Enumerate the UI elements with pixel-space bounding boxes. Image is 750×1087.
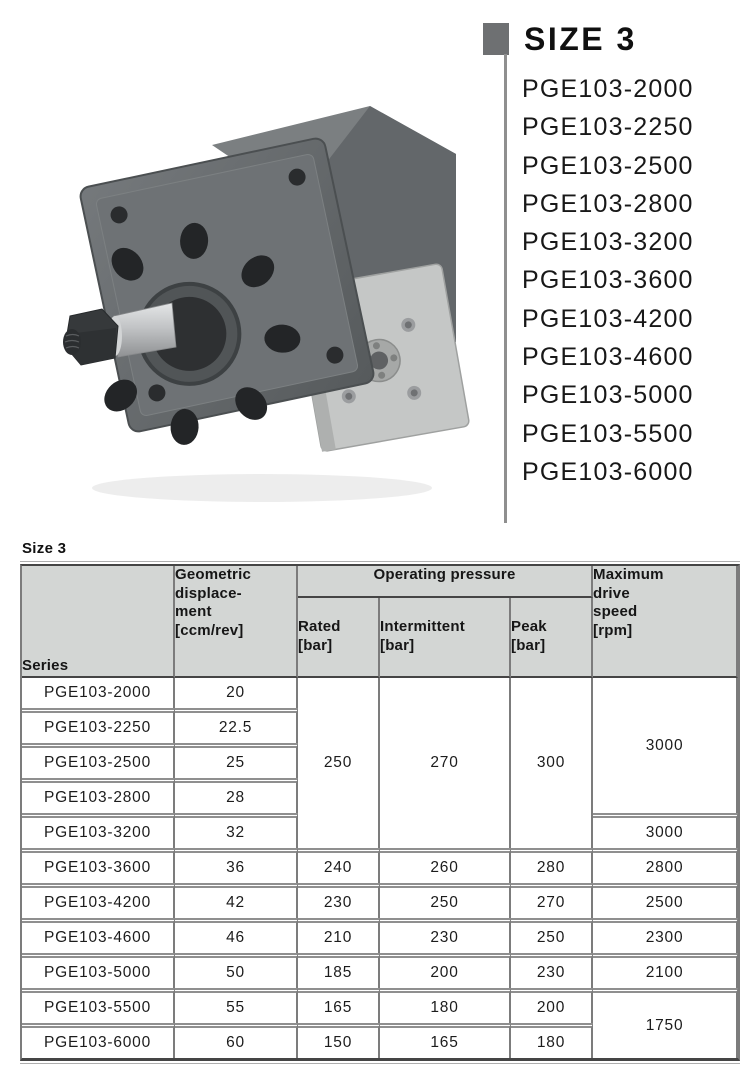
series-cell: PGE103-4600 [22, 918, 175, 953]
intermittent-cell: 200 [380, 953, 511, 988]
model-item: PGE103-2800 [522, 189, 694, 218]
rated-cell: 210 [298, 918, 380, 953]
col-header-peak: Peak [bar] [511, 598, 593, 678]
model-item: PGE103-2500 [522, 151, 694, 180]
table-header [22, 566, 738, 678]
gear-pump-illustration [52, 90, 472, 510]
series-cell: PGE103-5000 [22, 953, 175, 988]
displacement-cell: 55 [175, 988, 298, 1023]
vertical-rule [504, 54, 507, 523]
series-cell: PGE103-2250 [22, 708, 175, 743]
product-photo-gear-pump [52, 90, 472, 510]
intermittent-cell-merged: 270 [380, 678, 511, 848]
displacement-cell: 20 [175, 678, 298, 708]
table-row [22, 848, 738, 883]
peak-cell: 280 [511, 848, 593, 883]
model-item: PGE103-2000 [522, 75, 694, 103]
table-row [22, 953, 738, 988]
series-cell: PGE103-5500 [22, 988, 175, 1023]
series-cell: PGE103-2000 [22, 678, 175, 708]
size-title: SIZE 3 [524, 21, 637, 57]
spec-table-frame [20, 561, 740, 1064]
displacement-cell: 36 [175, 848, 298, 883]
model-item: PGE103-3200 [522, 228, 694, 257]
table-row [22, 988, 738, 1023]
col-header-operating-pressure: Operating pressure [298, 566, 593, 598]
displacement-cell: 32 [175, 813, 298, 848]
intermittent-cell: 180 [380, 988, 511, 1023]
series-cell: PGE103-2500 [22, 743, 175, 778]
speed-cell: 2500 [593, 883, 738, 918]
model-item: PGE103-3600 [522, 266, 694, 295]
col-header-series: Series [22, 566, 175, 678]
rated-cell: 165 [298, 988, 380, 1023]
displacement-cell: 50 [175, 953, 298, 988]
displacement-cell: 28 [175, 778, 298, 813]
table-body [22, 678, 738, 1058]
model-item: PGE103-4200 [522, 304, 694, 333]
series-cell: PGE103-6000 [22, 1023, 175, 1058]
table-row [22, 883, 738, 918]
peak-cell: 200 [511, 988, 593, 1023]
series-cell: PGE103-3200 [22, 813, 175, 848]
rated-cell: 150 [298, 1023, 380, 1058]
rated-cell: 185 [298, 953, 380, 988]
rated-cell-merged: 250 [298, 678, 380, 848]
table-caption: Size 3 [22, 540, 67, 557]
speed-cell: 2300 [593, 918, 738, 953]
model-item: PGE103-2250 [522, 113, 694, 142]
model-list [522, 70, 694, 491]
peak-cell: 230 [511, 953, 593, 988]
displacement-cell: 22.5 [175, 708, 298, 743]
speed-cell: 2800 [593, 848, 738, 883]
peak-cell: 270 [511, 883, 593, 918]
series-cell: PGE103-4200 [22, 883, 175, 918]
table-row [22, 918, 738, 953]
displacement-cell: 25 [175, 743, 298, 778]
speed-cell: 2100 [593, 953, 738, 988]
peak-cell: 250 [511, 918, 593, 953]
peak-cell: 180 [511, 1023, 593, 1058]
rated-cell: 230 [298, 883, 380, 918]
model-item: PGE103-5500 [522, 419, 694, 448]
speed-cell-merged: 1750 [593, 988, 738, 1058]
spec-table [20, 564, 740, 1061]
series-cell: PGE103-3600 [22, 848, 175, 883]
col-header-displacement: Geometric displace- ment [ccm/rev] [175, 566, 298, 678]
table-row [22, 678, 738, 708]
rated-cell: 240 [298, 848, 380, 883]
speed-cell-merged: 3000 [593, 678, 738, 813]
intermittent-cell: 250 [380, 883, 511, 918]
model-item: PGE103-5000 [522, 381, 694, 410]
displacement-cell: 60 [175, 1023, 298, 1058]
model-item: PGE103-4600 [522, 343, 694, 372]
model-item: PGE103-6000 [522, 457, 694, 486]
displacement-cell: 42 [175, 883, 298, 918]
col-header-rated: Rated [bar] [298, 598, 380, 678]
col-header-intermittent: Intermittent [bar] [380, 598, 511, 678]
intermittent-cell: 165 [380, 1023, 511, 1058]
intermittent-cell: 230 [380, 918, 511, 953]
series-cell: PGE103-2800 [22, 778, 175, 813]
col-header-max-drive-speed: Maximum drive speed [rpm] [593, 566, 738, 678]
size-section-marker [483, 23, 509, 55]
peak-cell-merged: 300 [511, 678, 593, 848]
intermittent-cell: 260 [380, 848, 511, 883]
speed-cell: 3000 [593, 813, 738, 848]
displacement-cell: 46 [175, 918, 298, 953]
